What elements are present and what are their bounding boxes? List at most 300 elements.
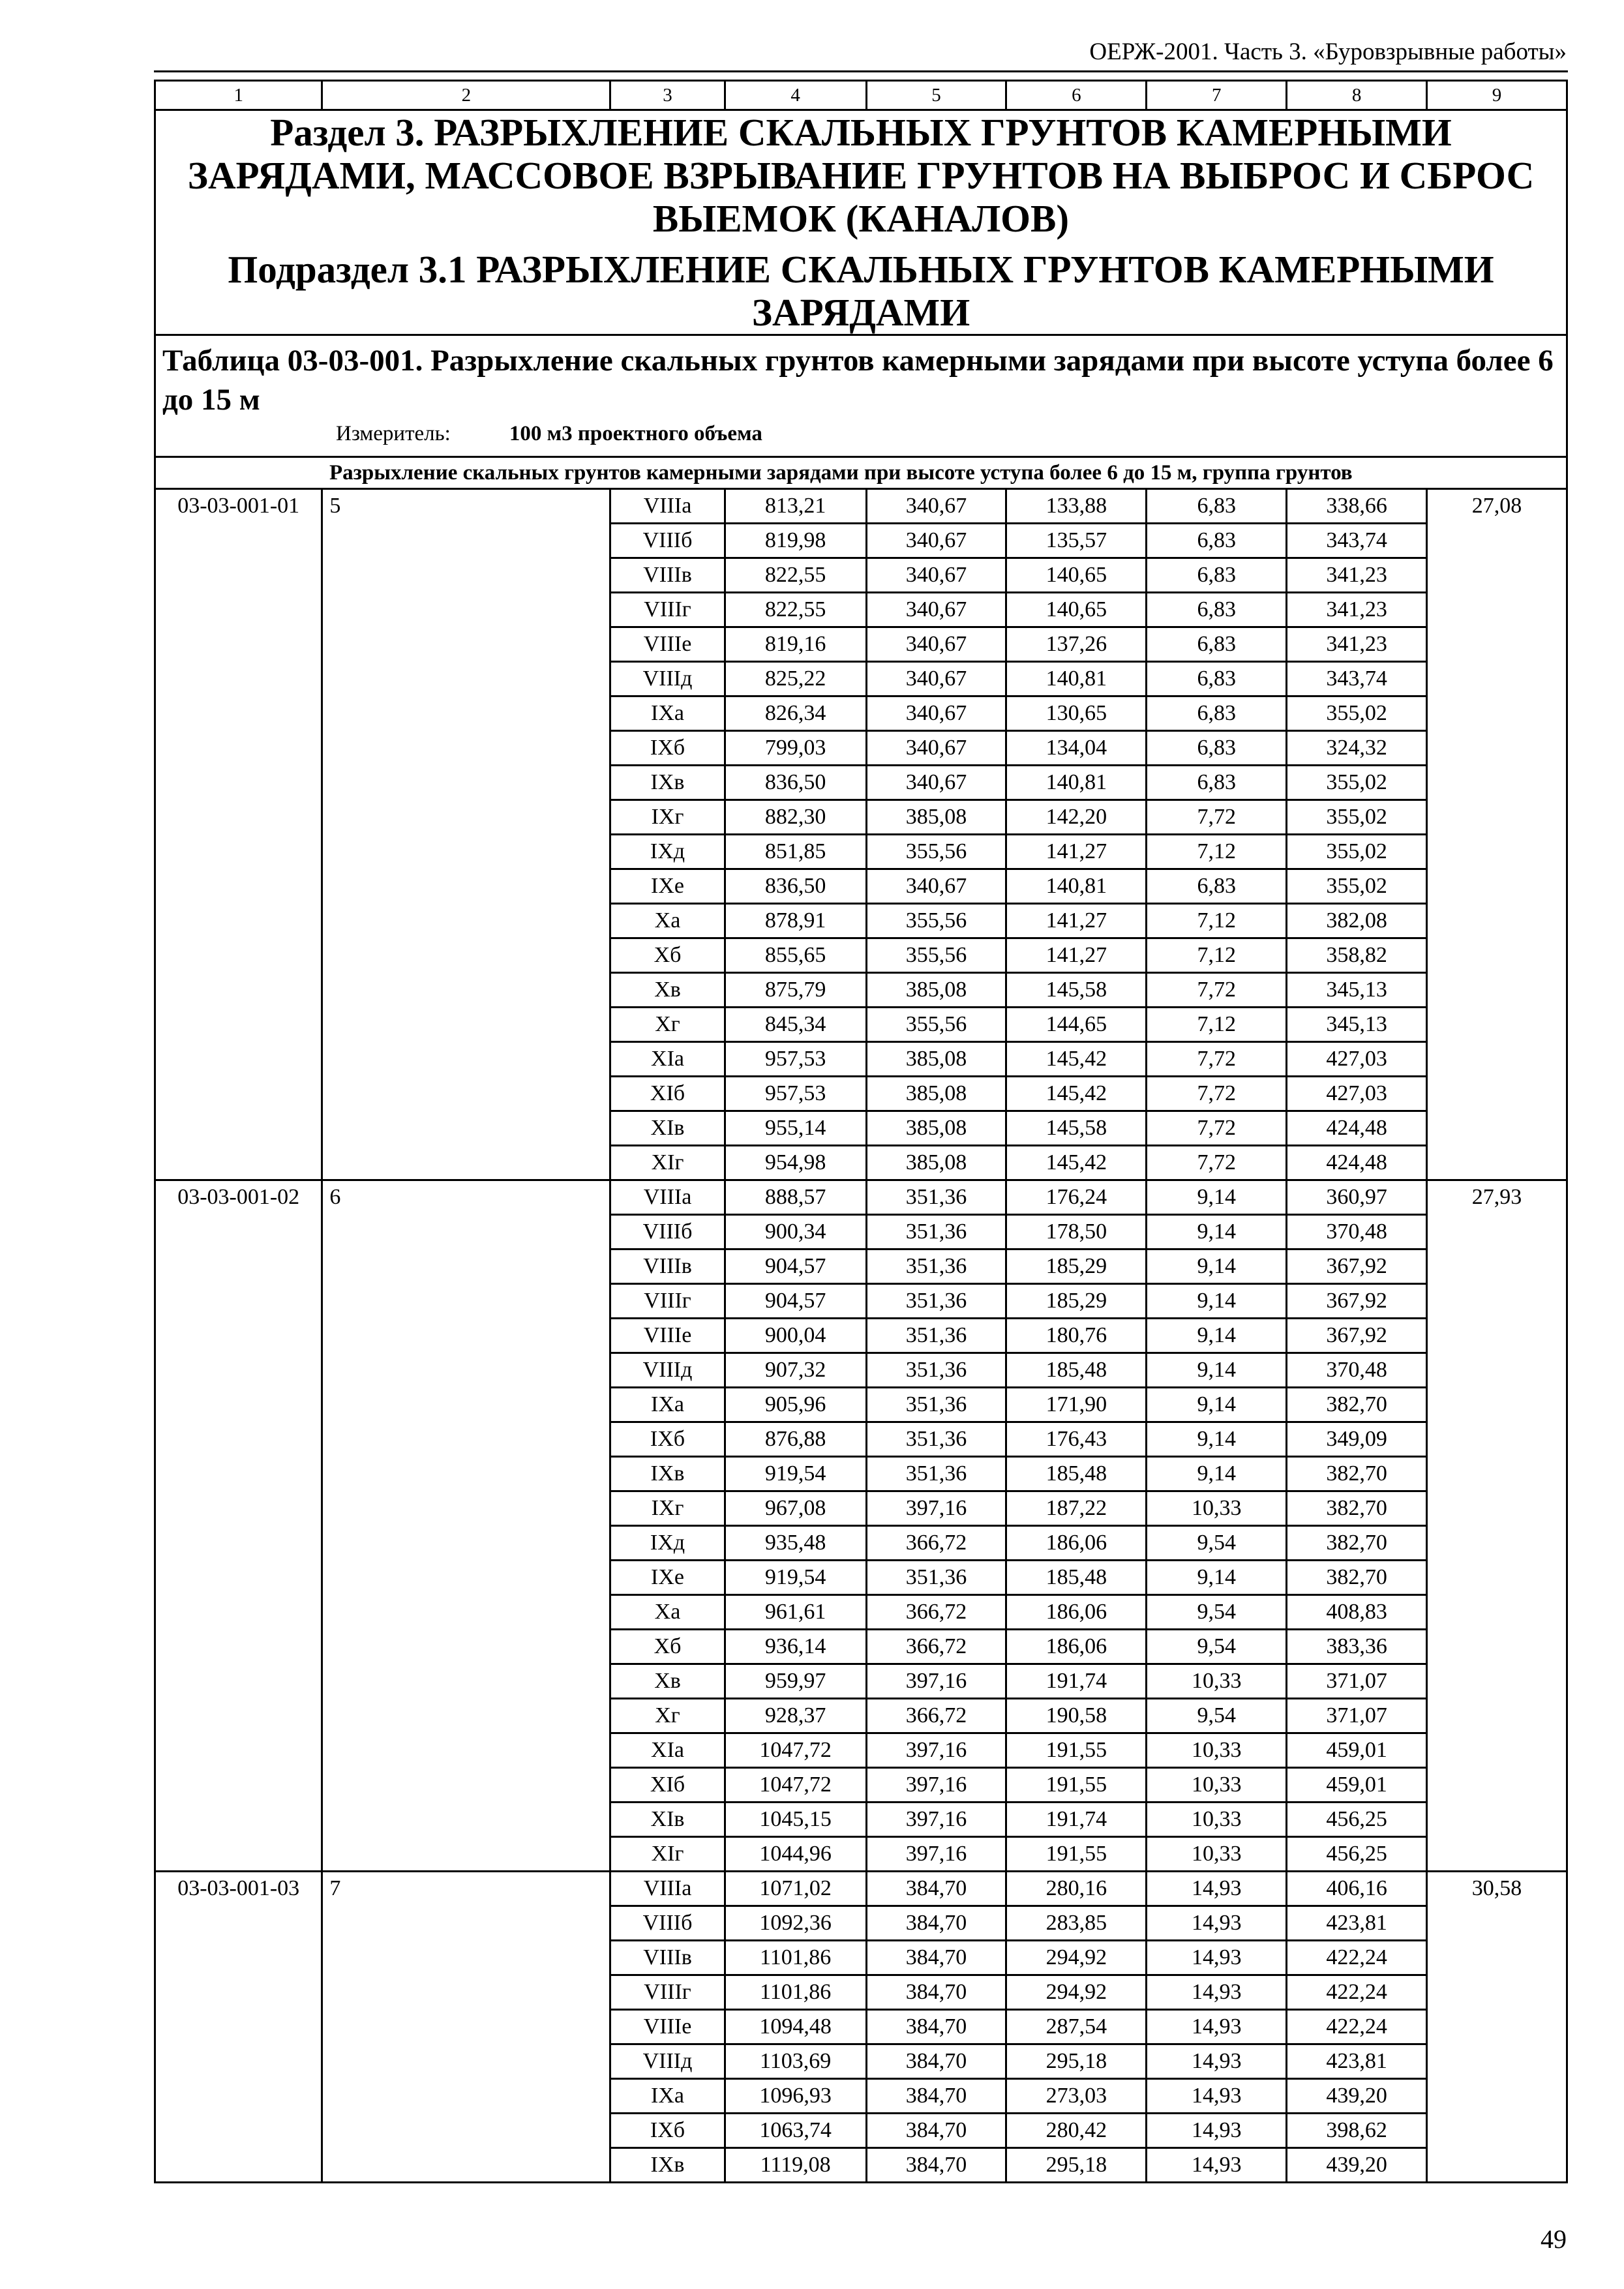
value-cell: 6,83 <box>1147 524 1287 558</box>
code-cell: 03-03-001-03 <box>155 1872 322 2183</box>
soil-group-cell: IXа <box>610 2079 725 2114</box>
value-cell: 340,67 <box>866 489 1006 524</box>
value-cell: 959,97 <box>725 1664 866 1699</box>
value-cell: 822,55 <box>725 558 866 593</box>
value-cell: 822,55 <box>725 593 866 627</box>
value-cell: 384,70 <box>866 2079 1006 2114</box>
value-cell: 1071,02 <box>725 1872 866 1906</box>
value-cell: 9,14 <box>1147 1561 1287 1595</box>
value-cell: 351,36 <box>866 1457 1006 1491</box>
value-cell: 176,43 <box>1006 1422 1147 1457</box>
value-cell: 133,88 <box>1006 489 1147 524</box>
header-rule <box>154 70 1568 72</box>
value-cell: 799,03 <box>725 731 866 766</box>
value-cell: 826,34 <box>725 696 866 731</box>
value-cell: 905,96 <box>725 1388 866 1422</box>
value-cell: 397,16 <box>866 1733 1006 1768</box>
value-cell: 954,98 <box>725 1146 866 1180</box>
value-cell: 10,33 <box>1147 1491 1287 1526</box>
value-cell: 186,06 <box>1006 1526 1147 1561</box>
value-cell: 340,67 <box>866 696 1006 731</box>
soil-group-cell: VIIIг <box>610 1284 725 1319</box>
value-cell: 367,92 <box>1287 1249 1427 1284</box>
value-cell: 280,42 <box>1006 2114 1147 2148</box>
value-cell: 6,83 <box>1147 558 1287 593</box>
value-cell: 383,36 <box>1287 1630 1427 1664</box>
value-cell: 340,67 <box>866 662 1006 696</box>
column-9-cell: 27,93 <box>1427 1180 1567 1872</box>
value-cell: 7,72 <box>1147 973 1287 1008</box>
value-cell: 9,14 <box>1147 1388 1287 1422</box>
value-cell: 888,57 <box>725 1180 866 1215</box>
value-cell: 439,20 <box>1287 2079 1427 2114</box>
value-cell: 406,16 <box>1287 1872 1427 1906</box>
column-number: 6 <box>1006 81 1147 110</box>
subheading-row <box>155 457 1567 489</box>
value-cell: 191,74 <box>1006 1664 1147 1699</box>
value-cell: 904,57 <box>725 1284 866 1319</box>
value-cell: 14,93 <box>1147 1872 1287 1906</box>
value-cell: 351,36 <box>866 1422 1006 1457</box>
table-row <box>155 489 1567 524</box>
value-cell: 355,02 <box>1287 800 1427 835</box>
value-cell: 935,48 <box>725 1526 866 1561</box>
value-cell: 341,23 <box>1287 558 1427 593</box>
soil-group-cell: VIIIв <box>610 558 725 593</box>
value-cell: 141,27 <box>1006 835 1147 869</box>
section-title-row <box>155 110 1567 335</box>
soil-group-cell: Xв <box>610 1664 725 1699</box>
running-header: ОЕРЖ-2001. Часть 3. «Буровзрывные работы» <box>1089 38 1567 65</box>
value-cell: 358,82 <box>1287 938 1427 973</box>
soil-group-cell: XIб <box>610 1077 725 1111</box>
soil-group-cell: Xв <box>610 973 725 1008</box>
value-cell: 397,16 <box>866 1803 1006 1837</box>
value-cell: 1101,86 <box>725 1941 866 1975</box>
column-number: 2 <box>322 81 610 110</box>
value-cell: 7,72 <box>1147 1077 1287 1111</box>
value-cell: 367,92 <box>1287 1319 1427 1353</box>
value-cell: 6,83 <box>1147 869 1287 904</box>
meter-line <box>336 421 1559 447</box>
value-cell: 140,65 <box>1006 558 1147 593</box>
value-cell: 456,25 <box>1287 1837 1427 1872</box>
value-cell: 370,48 <box>1287 1353 1427 1388</box>
soil-group-cell: IXб <box>610 2114 725 2148</box>
column-2-cell: 7 <box>322 1872 610 2183</box>
soil-group-cell: XIа <box>610 1042 725 1077</box>
soil-group-cell: IXв <box>610 766 725 800</box>
value-cell: 191,55 <box>1006 1733 1147 1768</box>
soil-group-cell: IXб <box>610 1422 725 1457</box>
soil-group-cell: XIа <box>610 1733 725 1768</box>
soil-group-cell: Xб <box>610 1630 725 1664</box>
column-number: 3 <box>610 81 725 110</box>
value-cell: 283,85 <box>1006 1906 1147 1941</box>
value-cell: 6,83 <box>1147 593 1287 627</box>
value-cell: 398,62 <box>1287 2114 1427 2148</box>
value-cell: 145,58 <box>1006 1111 1147 1146</box>
soil-group-cell: XIг <box>610 1146 725 1180</box>
value-cell: 341,23 <box>1287 627 1427 662</box>
value-cell: 14,93 <box>1147 1941 1287 1975</box>
code-cell: 03-03-001-01 <box>155 489 322 1180</box>
value-cell: 351,36 <box>866 1388 1006 1422</box>
soil-group-cell: XIв <box>610 1803 725 1837</box>
value-cell: 876,88 <box>725 1422 866 1457</box>
value-cell: 1096,93 <box>725 2079 866 2114</box>
value-cell: 7,72 <box>1147 1042 1287 1077</box>
soil-group-cell: VIIIд <box>610 662 725 696</box>
value-cell: 382,70 <box>1287 1526 1427 1561</box>
soil-group-cell: Xб <box>610 938 725 973</box>
value-cell: 135,57 <box>1006 524 1147 558</box>
soil-group-cell: XIв <box>610 1111 725 1146</box>
value-cell: 384,70 <box>866 1975 1006 2010</box>
value-cell: 819,98 <box>725 524 866 558</box>
value-cell: 1101,86 <box>725 1975 866 2010</box>
value-cell: 10,33 <box>1147 1664 1287 1699</box>
value-cell: 145,58 <box>1006 973 1147 1008</box>
value-cell: 955,14 <box>725 1111 866 1146</box>
value-cell: 280,16 <box>1006 1872 1147 1906</box>
soil-group-cell: XIб <box>610 1768 725 1803</box>
value-cell: 382,08 <box>1287 904 1427 938</box>
value-cell: 186,06 <box>1006 1630 1147 1664</box>
value-cell: 456,25 <box>1287 1803 1427 1837</box>
value-cell: 7,12 <box>1147 1008 1287 1042</box>
value-cell: 341,23 <box>1287 593 1427 627</box>
value-cell: 14,93 <box>1147 2079 1287 2114</box>
value-cell: 351,36 <box>866 1249 1006 1284</box>
value-cell: 1119,08 <box>725 2148 866 2183</box>
value-cell: 340,67 <box>866 593 1006 627</box>
value-cell: 382,70 <box>1287 1457 1427 1491</box>
value-cell: 9,14 <box>1147 1457 1287 1491</box>
soil-group-cell: IXб <box>610 731 725 766</box>
value-cell: 10,33 <box>1147 1768 1287 1803</box>
value-cell: 340,67 <box>866 869 1006 904</box>
value-cell: 9,54 <box>1147 1526 1287 1561</box>
value-cell: 424,48 <box>1287 1111 1427 1146</box>
value-cell: 9,54 <box>1147 1595 1287 1630</box>
value-cell: 900,04 <box>725 1319 866 1353</box>
value-cell: 957,53 <box>725 1042 866 1077</box>
value-cell: 845,34 <box>725 1008 866 1042</box>
value-cell: 6,83 <box>1147 696 1287 731</box>
column-number: 1 <box>155 81 322 110</box>
value-cell: 961,61 <box>725 1595 866 1630</box>
value-cell: 191,55 <box>1006 1768 1147 1803</box>
meter-value: 100 м3 проектного объема <box>509 422 762 445</box>
value-cell: 6,83 <box>1147 489 1287 524</box>
value-cell: 1045,15 <box>725 1803 866 1837</box>
value-cell: 397,16 <box>866 1491 1006 1526</box>
value-cell: 345,13 <box>1287 973 1427 1008</box>
column-number: 7 <box>1147 81 1287 110</box>
value-cell: 371,07 <box>1287 1664 1427 1699</box>
value-cell: 185,48 <box>1006 1353 1147 1388</box>
value-cell: 384,70 <box>866 2114 1006 2148</box>
soil-group-cell: IXг <box>610 1491 725 1526</box>
soil-group-cell: VIIIе <box>610 2010 725 2044</box>
soil-group-cell: Xа <box>610 1595 725 1630</box>
value-cell: 9,54 <box>1147 1699 1287 1733</box>
value-cell: 191,74 <box>1006 1803 1147 1837</box>
soil-group-cell: Xг <box>610 1699 725 1733</box>
value-cell: 145,42 <box>1006 1146 1147 1180</box>
value-cell: 1092,36 <box>725 1906 866 1941</box>
value-cell: 819,16 <box>725 627 866 662</box>
soil-group-cell: IXв <box>610 1457 725 1491</box>
value-cell: 397,16 <box>866 1837 1006 1872</box>
value-cell: 7,72 <box>1147 1146 1287 1180</box>
soil-group-cell: IXа <box>610 1388 725 1422</box>
value-cell: 360,97 <box>1287 1180 1427 1215</box>
value-cell: 295,18 <box>1006 2148 1147 2183</box>
soil-group-cell: VIIIв <box>610 1249 725 1284</box>
value-cell: 10,33 <box>1147 1837 1287 1872</box>
value-cell: 1063,74 <box>725 2114 866 2148</box>
value-cell: 7,72 <box>1147 800 1287 835</box>
value-cell: 295,18 <box>1006 2044 1147 2079</box>
value-cell: 14,93 <box>1147 2044 1287 2079</box>
value-cell: 855,65 <box>725 938 866 973</box>
value-cell: 355,56 <box>866 835 1006 869</box>
value-cell: 185,48 <box>1006 1457 1147 1491</box>
value-cell: 408,83 <box>1287 1595 1427 1630</box>
value-cell: 384,70 <box>866 1941 1006 1975</box>
soil-group-cell: IXе <box>610 1561 725 1595</box>
value-cell: 851,85 <box>725 835 866 869</box>
value-cell: 9,14 <box>1147 1284 1287 1319</box>
value-cell: 427,03 <box>1287 1042 1427 1077</box>
value-cell: 385,08 <box>866 1042 1006 1077</box>
subsection-title: Подраздел 3.1 РАЗРЫХЛЕНИЕ СКАЛЬНЫХ ГРУНТОВ КАМЕРНЫМИ ЗАРЯДАМИ <box>228 248 1494 334</box>
value-cell: 423,81 <box>1287 1906 1427 1941</box>
soil-group-cell: VIIIг <box>610 593 725 627</box>
value-cell: 919,54 <box>725 1457 866 1491</box>
value-cell: 382,70 <box>1287 1388 1427 1422</box>
value-cell: 14,93 <box>1147 2114 1287 2148</box>
section-title-cell <box>155 110 1567 335</box>
value-cell: 1044,96 <box>725 1837 866 1872</box>
value-cell: 355,02 <box>1287 835 1427 869</box>
value-cell: 382,70 <box>1287 1491 1427 1526</box>
value-cell: 137,26 <box>1006 627 1147 662</box>
value-cell: 422,24 <box>1287 1975 1427 2010</box>
value-cell: 382,70 <box>1287 1561 1427 1595</box>
value-cell: 904,57 <box>725 1249 866 1284</box>
value-cell: 907,32 <box>725 1353 866 1388</box>
table-title-cell <box>155 335 1567 457</box>
value-cell: 355,56 <box>866 938 1006 973</box>
value-cell: 384,70 <box>866 2044 1006 2079</box>
value-cell: 836,50 <box>725 766 866 800</box>
value-cell: 967,08 <box>725 1491 866 1526</box>
soil-group-cell: VIIIг <box>610 1975 725 2010</box>
value-cell: 338,66 <box>1287 489 1427 524</box>
value-cell: 171,90 <box>1006 1388 1147 1422</box>
value-cell: 180,76 <box>1006 1319 1147 1353</box>
value-cell: 385,08 <box>866 1077 1006 1111</box>
value-cell: 371,07 <box>1287 1699 1427 1733</box>
value-cell: 355,02 <box>1287 766 1427 800</box>
soil-group-cell: IXд <box>610 835 725 869</box>
value-cell: 427,03 <box>1287 1077 1427 1111</box>
subheading: Разрыхление скальных грунтов камерными зарядами при высоте уступа более 6 до 15 м, группа грунтов <box>155 457 1567 489</box>
value-cell: 355,02 <box>1287 696 1427 731</box>
soil-group-cell: VIIIб <box>610 1906 725 1941</box>
value-cell: 343,74 <box>1287 662 1427 696</box>
value-cell: 355,56 <box>866 1008 1006 1042</box>
soil-group-cell: VIIIе <box>610 627 725 662</box>
soil-group-cell: VIIIе <box>610 1319 725 1353</box>
value-cell: 385,08 <box>866 800 1006 835</box>
value-cell: 9,14 <box>1147 1249 1287 1284</box>
soil-group-cell: IXв <box>610 2148 725 2183</box>
value-cell: 140,81 <box>1006 662 1147 696</box>
value-cell: 14,93 <box>1147 2010 1287 2044</box>
table-title: Таблица 03-03-001. Разрыхление скальных грунтов камерными зарядами при высоте уступа более 6 до 15 м <box>162 344 1554 417</box>
value-cell: 7,12 <box>1147 938 1287 973</box>
value-cell: 370,48 <box>1287 1215 1427 1249</box>
value-cell: 142,20 <box>1006 800 1147 835</box>
value-cell: 6,83 <box>1147 662 1287 696</box>
value-cell: 900,34 <box>725 1215 866 1249</box>
value-cell: 130,65 <box>1006 696 1147 731</box>
value-cell: 186,06 <box>1006 1595 1147 1630</box>
value-cell: 424,48 <box>1287 1146 1427 1180</box>
code-cell: 03-03-001-02 <box>155 1180 322 1872</box>
soil-group-cell: VIIIд <box>610 1353 725 1388</box>
value-cell: 1047,72 <box>725 1733 866 1768</box>
value-cell: 351,36 <box>866 1561 1006 1595</box>
value-cell: 144,65 <box>1006 1008 1147 1042</box>
value-cell: 141,27 <box>1006 904 1147 938</box>
value-cell: 423,81 <box>1287 2044 1427 2079</box>
norms-table <box>154 80 1568 2183</box>
value-cell: 366,72 <box>866 1699 1006 1733</box>
soil-group-cell: IXд <box>610 1526 725 1561</box>
value-cell: 140,81 <box>1006 869 1147 904</box>
meter-label: Измеритель: <box>336 422 451 445</box>
value-cell: 9,14 <box>1147 1215 1287 1249</box>
value-cell: 351,36 <box>866 1215 1006 1249</box>
value-cell: 1047,72 <box>725 1768 866 1803</box>
column-number-row <box>155 81 1567 110</box>
value-cell: 355,02 <box>1287 869 1427 904</box>
table-row <box>155 1180 1567 1215</box>
value-cell: 345,13 <box>1287 1008 1427 1042</box>
value-cell: 385,08 <box>866 1111 1006 1146</box>
value-cell: 14,93 <box>1147 1906 1287 1941</box>
value-cell: 178,50 <box>1006 1215 1147 1249</box>
value-cell: 385,08 <box>866 1146 1006 1180</box>
column-2-cell: 5 <box>322 489 610 1180</box>
value-cell: 9,14 <box>1147 1353 1287 1388</box>
value-cell: 145,42 <box>1006 1042 1147 1077</box>
value-cell: 813,21 <box>725 489 866 524</box>
table-row <box>155 1872 1567 1906</box>
value-cell: 836,50 <box>725 869 866 904</box>
soil-group-cell: VIIIв <box>610 1941 725 1975</box>
value-cell: 7,72 <box>1147 1111 1287 1146</box>
value-cell: 384,70 <box>866 2148 1006 2183</box>
value-cell: 878,91 <box>725 904 866 938</box>
value-cell: 919,54 <box>725 1561 866 1595</box>
value-cell: 176,24 <box>1006 1180 1147 1215</box>
soil-group-cell: IXа <box>610 696 725 731</box>
soil-group-cell: VIIIа <box>610 1180 725 1215</box>
value-cell: 187,22 <box>1006 1491 1147 1526</box>
value-cell: 367,92 <box>1287 1284 1427 1319</box>
value-cell: 1103,69 <box>725 2044 866 2079</box>
soil-group-cell: IXг <box>610 800 725 835</box>
value-cell: 384,70 <box>866 2010 1006 2044</box>
value-cell: 825,22 <box>725 662 866 696</box>
value-cell: 340,67 <box>866 731 1006 766</box>
value-cell: 141,27 <box>1006 938 1147 973</box>
column-9-cell: 30,58 <box>1427 1872 1567 2183</box>
column-9-cell: 27,08 <box>1427 489 1567 1180</box>
value-cell: 145,42 <box>1006 1077 1147 1111</box>
value-cell: 936,14 <box>725 1630 866 1664</box>
value-cell: 351,36 <box>866 1353 1006 1388</box>
soil-group-cell: VIIIд <box>610 2044 725 2079</box>
value-cell: 6,83 <box>1147 627 1287 662</box>
value-cell: 355,56 <box>866 904 1006 938</box>
soil-group-cell: VIIIа <box>610 1872 725 1906</box>
value-cell: 191,55 <box>1006 1837 1147 1872</box>
value-cell: 287,54 <box>1006 2010 1147 2044</box>
value-cell: 1094,48 <box>725 2010 866 2044</box>
value-cell: 185,29 <box>1006 1284 1147 1319</box>
value-cell: 140,81 <box>1006 766 1147 800</box>
value-cell: 343,74 <box>1287 524 1427 558</box>
value-cell: 140,65 <box>1006 593 1147 627</box>
value-cell: 7,12 <box>1147 904 1287 938</box>
soil-group-cell: VIIIб <box>610 524 725 558</box>
column-number: 9 <box>1427 81 1567 110</box>
value-cell: 366,72 <box>866 1526 1006 1561</box>
value-cell: 882,30 <box>725 800 866 835</box>
value-cell: 294,92 <box>1006 1975 1147 2010</box>
soil-group-cell: IXе <box>610 869 725 904</box>
soil-group-cell: Xа <box>610 904 725 938</box>
value-cell: 14,93 <box>1147 2148 1287 2183</box>
page-number: 49 <box>1541 2224 1567 2254</box>
value-cell: 349,09 <box>1287 1422 1427 1457</box>
value-cell: 273,03 <box>1006 2079 1147 2114</box>
value-cell: 185,48 <box>1006 1561 1147 1595</box>
value-cell: 6,83 <box>1147 766 1287 800</box>
value-cell: 928,37 <box>725 1699 866 1733</box>
value-cell: 397,16 <box>866 1768 1006 1803</box>
value-cell: 6,83 <box>1147 731 1287 766</box>
value-cell: 384,70 <box>866 1872 1006 1906</box>
value-cell: 875,79 <box>725 973 866 1008</box>
value-cell: 10,33 <box>1147 1803 1287 1837</box>
value-cell: 384,70 <box>866 1906 1006 1941</box>
soil-group-cell: Xг <box>610 1008 725 1042</box>
value-cell: 134,04 <box>1006 731 1147 766</box>
value-cell: 422,24 <box>1287 1941 1427 1975</box>
value-cell: 190,58 <box>1006 1699 1147 1733</box>
value-cell: 9,14 <box>1147 1180 1287 1215</box>
value-cell: 7,12 <box>1147 835 1287 869</box>
value-cell: 294,92 <box>1006 1941 1147 1975</box>
